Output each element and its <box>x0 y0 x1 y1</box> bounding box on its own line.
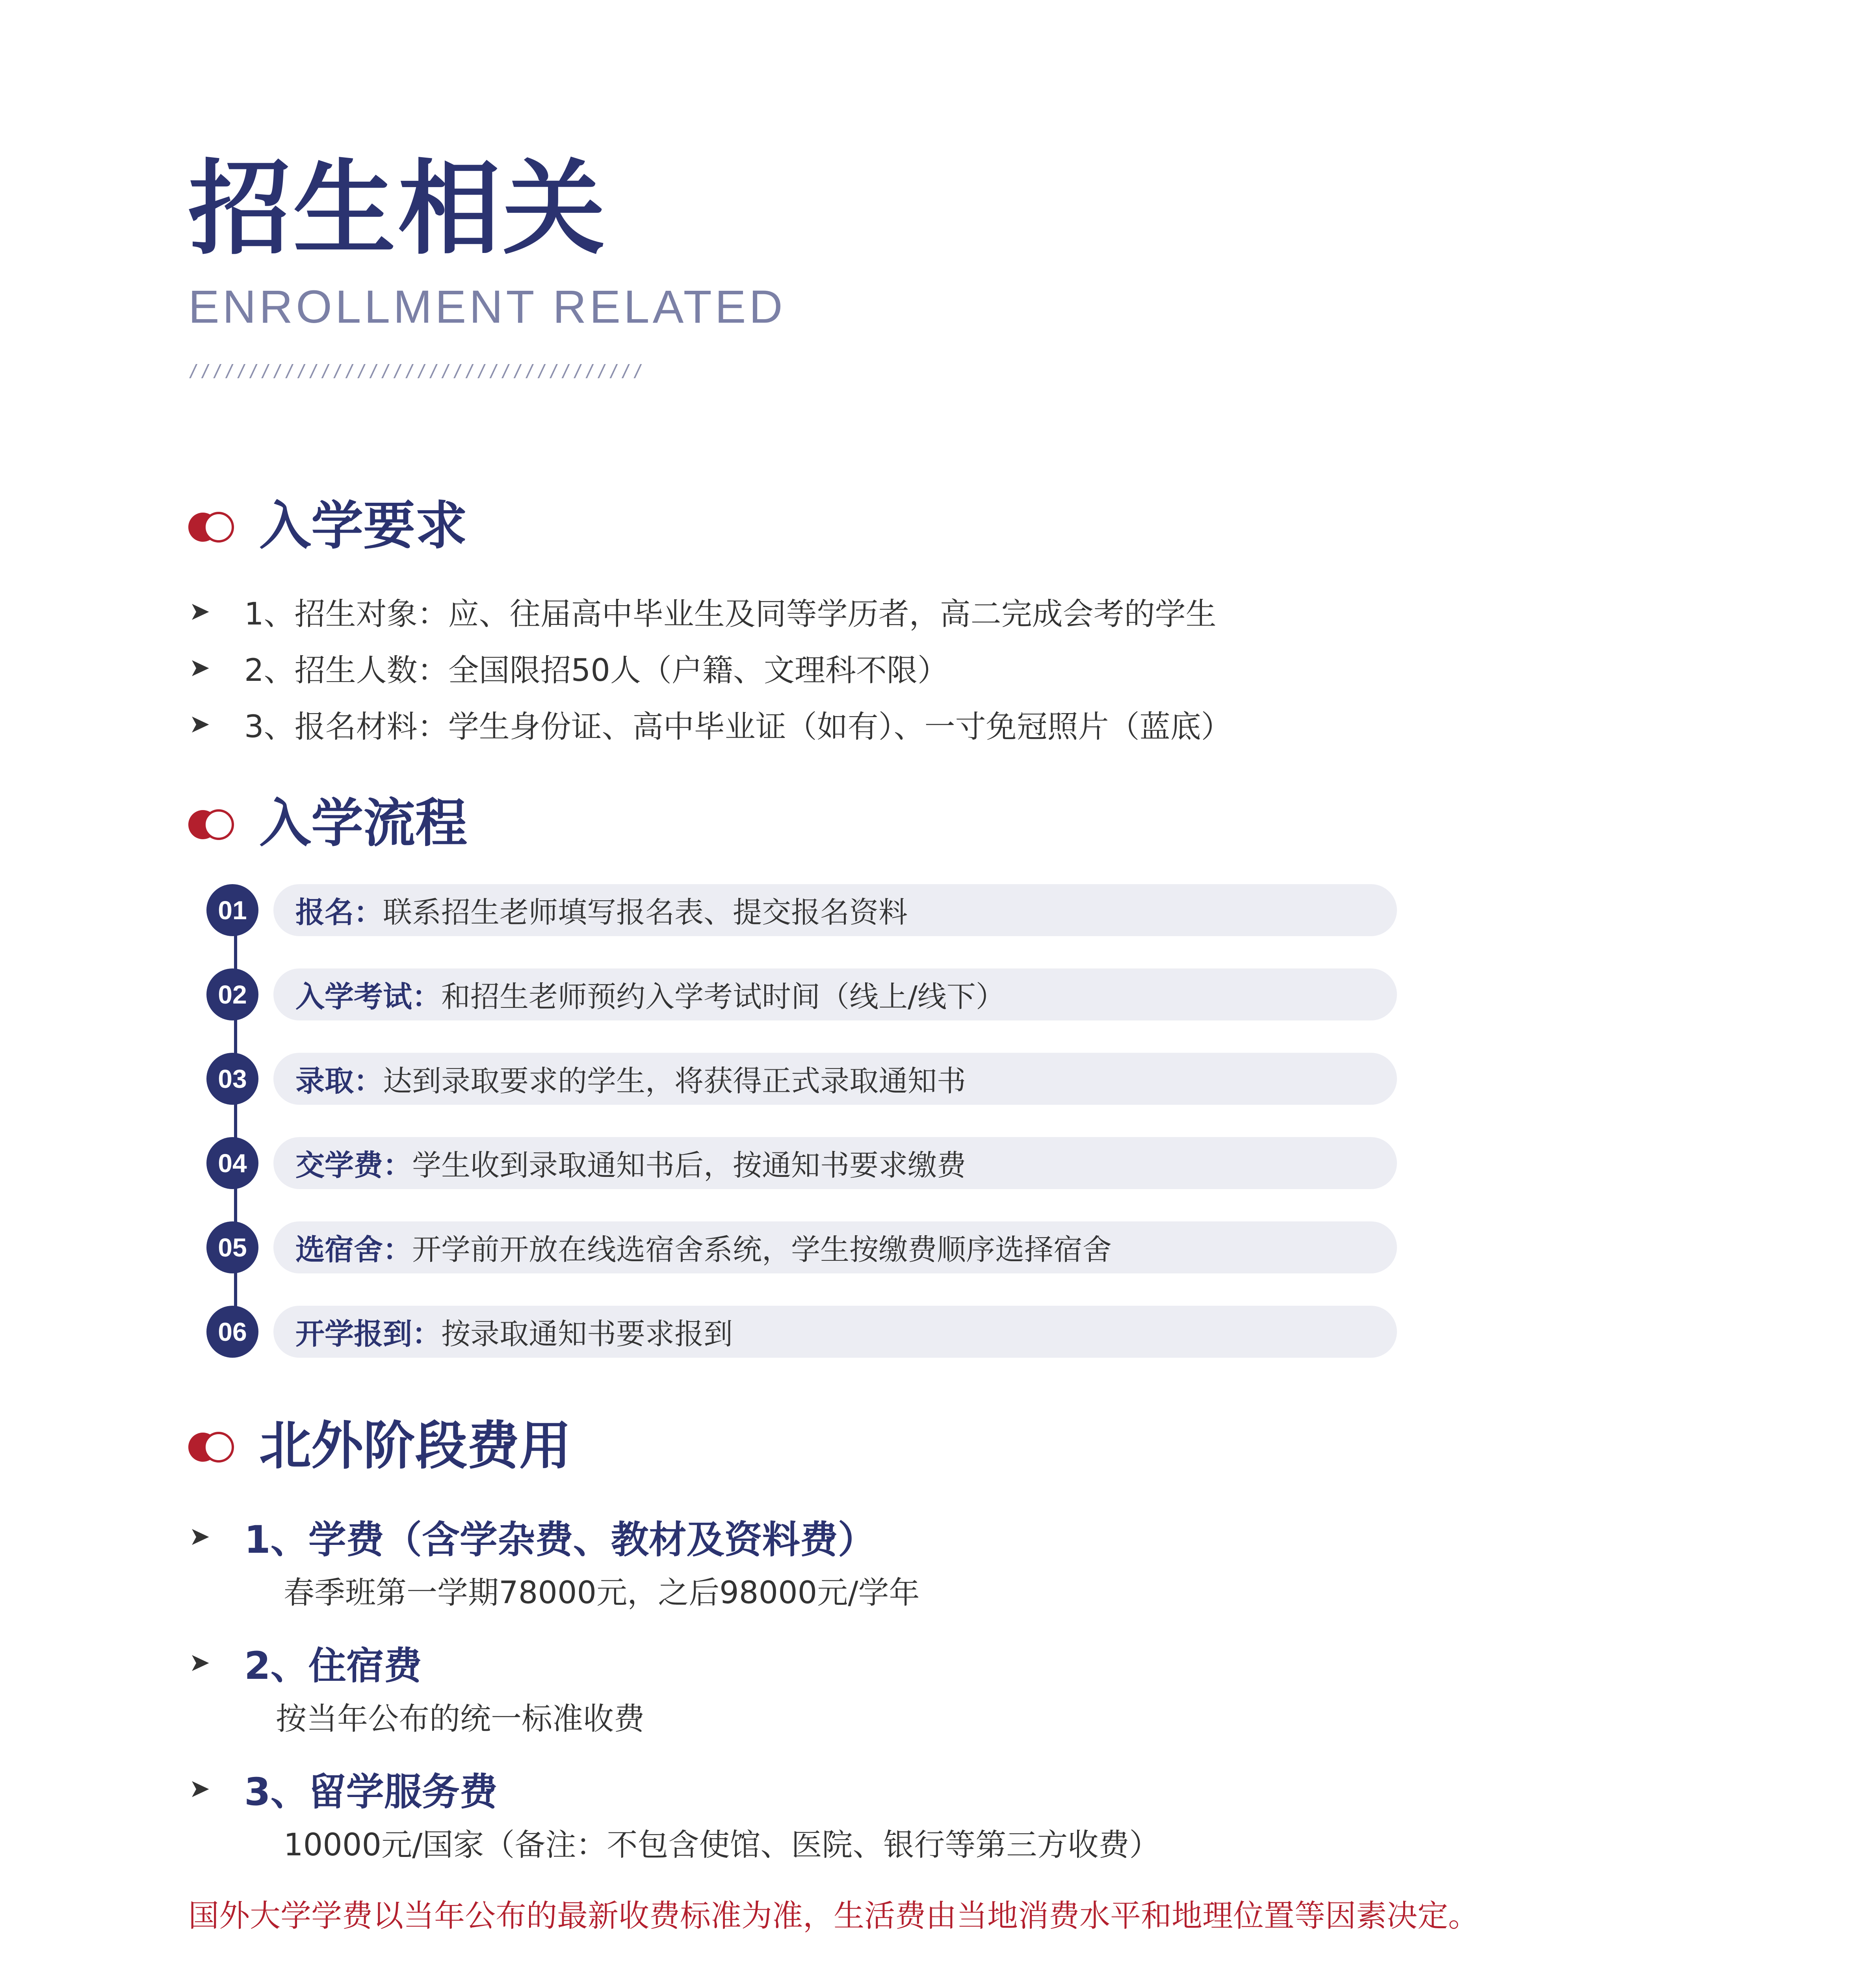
step-number-badge: 01 <box>206 884 258 936</box>
step-item <box>205 967 1402 1022</box>
step-pill <box>273 884 1397 936</box>
arrow-right-icon: ➤ <box>189 709 210 739</box>
list-item <box>189 639 1232 696</box>
page-subtitle: ENROLLMENT RELATED <box>188 281 786 333</box>
fee-title: 2、住宿费 <box>244 1643 422 1688</box>
step-pill <box>273 1137 1397 1189</box>
fees-note: 国外大学学费以当年公布的最新收费标准为准，生活费由当地消费水平和地理位置等因素决定。 <box>188 1898 1479 1934</box>
step-pill <box>273 1221 1397 1273</box>
step-text: 达到录取要求的学生，将获得正式录取通知书 <box>383 1064 966 1098</box>
step-label: 开学报到： <box>295 1317 441 1351</box>
decorative-slashes: ////////////////////////////////////// <box>188 361 645 381</box>
step-text: 学生收到录取通知书后，按通知书要求缴费 <box>412 1149 966 1182</box>
fee-title: 3、留学服务费 <box>244 1769 498 1814</box>
step-item <box>205 1220 1402 1275</box>
step-label: 选宿舍： <box>295 1233 412 1267</box>
step-text: 联系招生老师填写报名表、提交报名资料 <box>383 896 908 929</box>
step-item <box>205 883 1402 938</box>
step-text: 和招生老师预约入学考试时间（线上/线下） <box>441 980 1005 1014</box>
step-number-badge: 05 <box>206 1221 258 1273</box>
section-heading-requirements <box>188 491 467 561</box>
fee-item-service <box>189 1765 1160 1864</box>
section-dots-icon <box>188 808 236 839</box>
step-label: 录取： <box>295 1064 383 1098</box>
list-item <box>189 696 1232 752</box>
section-dots-icon <box>188 510 236 542</box>
step-number-badge: 06 <box>206 1306 258 1358</box>
requirement-text: 2、招生人数：全国限招50人（户籍、文理科不限） <box>244 652 948 688</box>
step-number-badge: 03 <box>206 1053 258 1105</box>
arrow-right-icon: ➤ <box>189 653 210 682</box>
section-heading-process <box>188 788 467 859</box>
page-title: 招生相关 <box>188 149 607 269</box>
arrow-right-icon: ➤ <box>189 597 210 626</box>
fee-detail: 按当年公布的统一标准收费 <box>276 1701 645 1737</box>
step-text: 按录取通知书要求报到 <box>441 1317 733 1351</box>
fee-title: 1、学费（含学杂费、教材及资料费） <box>244 1517 876 1562</box>
step-label: 报名： <box>295 896 383 929</box>
step-pill <box>273 968 1397 1020</box>
step-number-badge: 02 <box>206 968 258 1020</box>
fee-item-tuition <box>189 1513 920 1612</box>
step-pill <box>273 1306 1397 1358</box>
arrow-right-icon: ➤ <box>189 1774 210 1803</box>
fee-detail: 10000元/国家（备注：不包含使馆、医院、银行等第三方收费） <box>284 1827 1160 1863</box>
arrow-right-icon: ➤ <box>189 1648 210 1677</box>
step-text: 开学前开放在线选宿舍系统，学生按缴费顺序选择宿舍 <box>412 1233 1112 1267</box>
step-pill <box>273 1053 1397 1105</box>
step-number-badge: 04 <box>206 1137 258 1189</box>
fee-item-accommodation <box>189 1639 645 1738</box>
step-item <box>205 1136 1402 1191</box>
requirement-text: 3、报名材料：学生身份证、高中毕业证（如有）、一寸免冠照片（蓝底） <box>244 709 1232 745</box>
section-title: 入学要求 <box>259 496 467 556</box>
step-label: 入学考试： <box>295 980 441 1014</box>
requirements-list <box>189 583 1232 752</box>
section-title: 北外阶段费用 <box>259 1416 571 1476</box>
fee-detail: 春季班第一学期78000元，之后98000元/学年 <box>284 1575 920 1611</box>
section-dots-icon <box>188 1430 236 1462</box>
arrow-right-icon: ➤ <box>189 1522 210 1551</box>
step-label: 交学费： <box>295 1149 412 1182</box>
step-item <box>205 1304 1402 1359</box>
list-item <box>189 583 1232 639</box>
section-title: 入学流程 <box>259 793 467 854</box>
requirement-text: 1、招生对象：应、往届高中毕业生及同等学历者，高二完成会考的学生 <box>244 596 1217 632</box>
step-item <box>205 1051 1402 1106</box>
process-steps <box>205 883 1402 1367</box>
section-heading-fees <box>188 1411 571 1481</box>
